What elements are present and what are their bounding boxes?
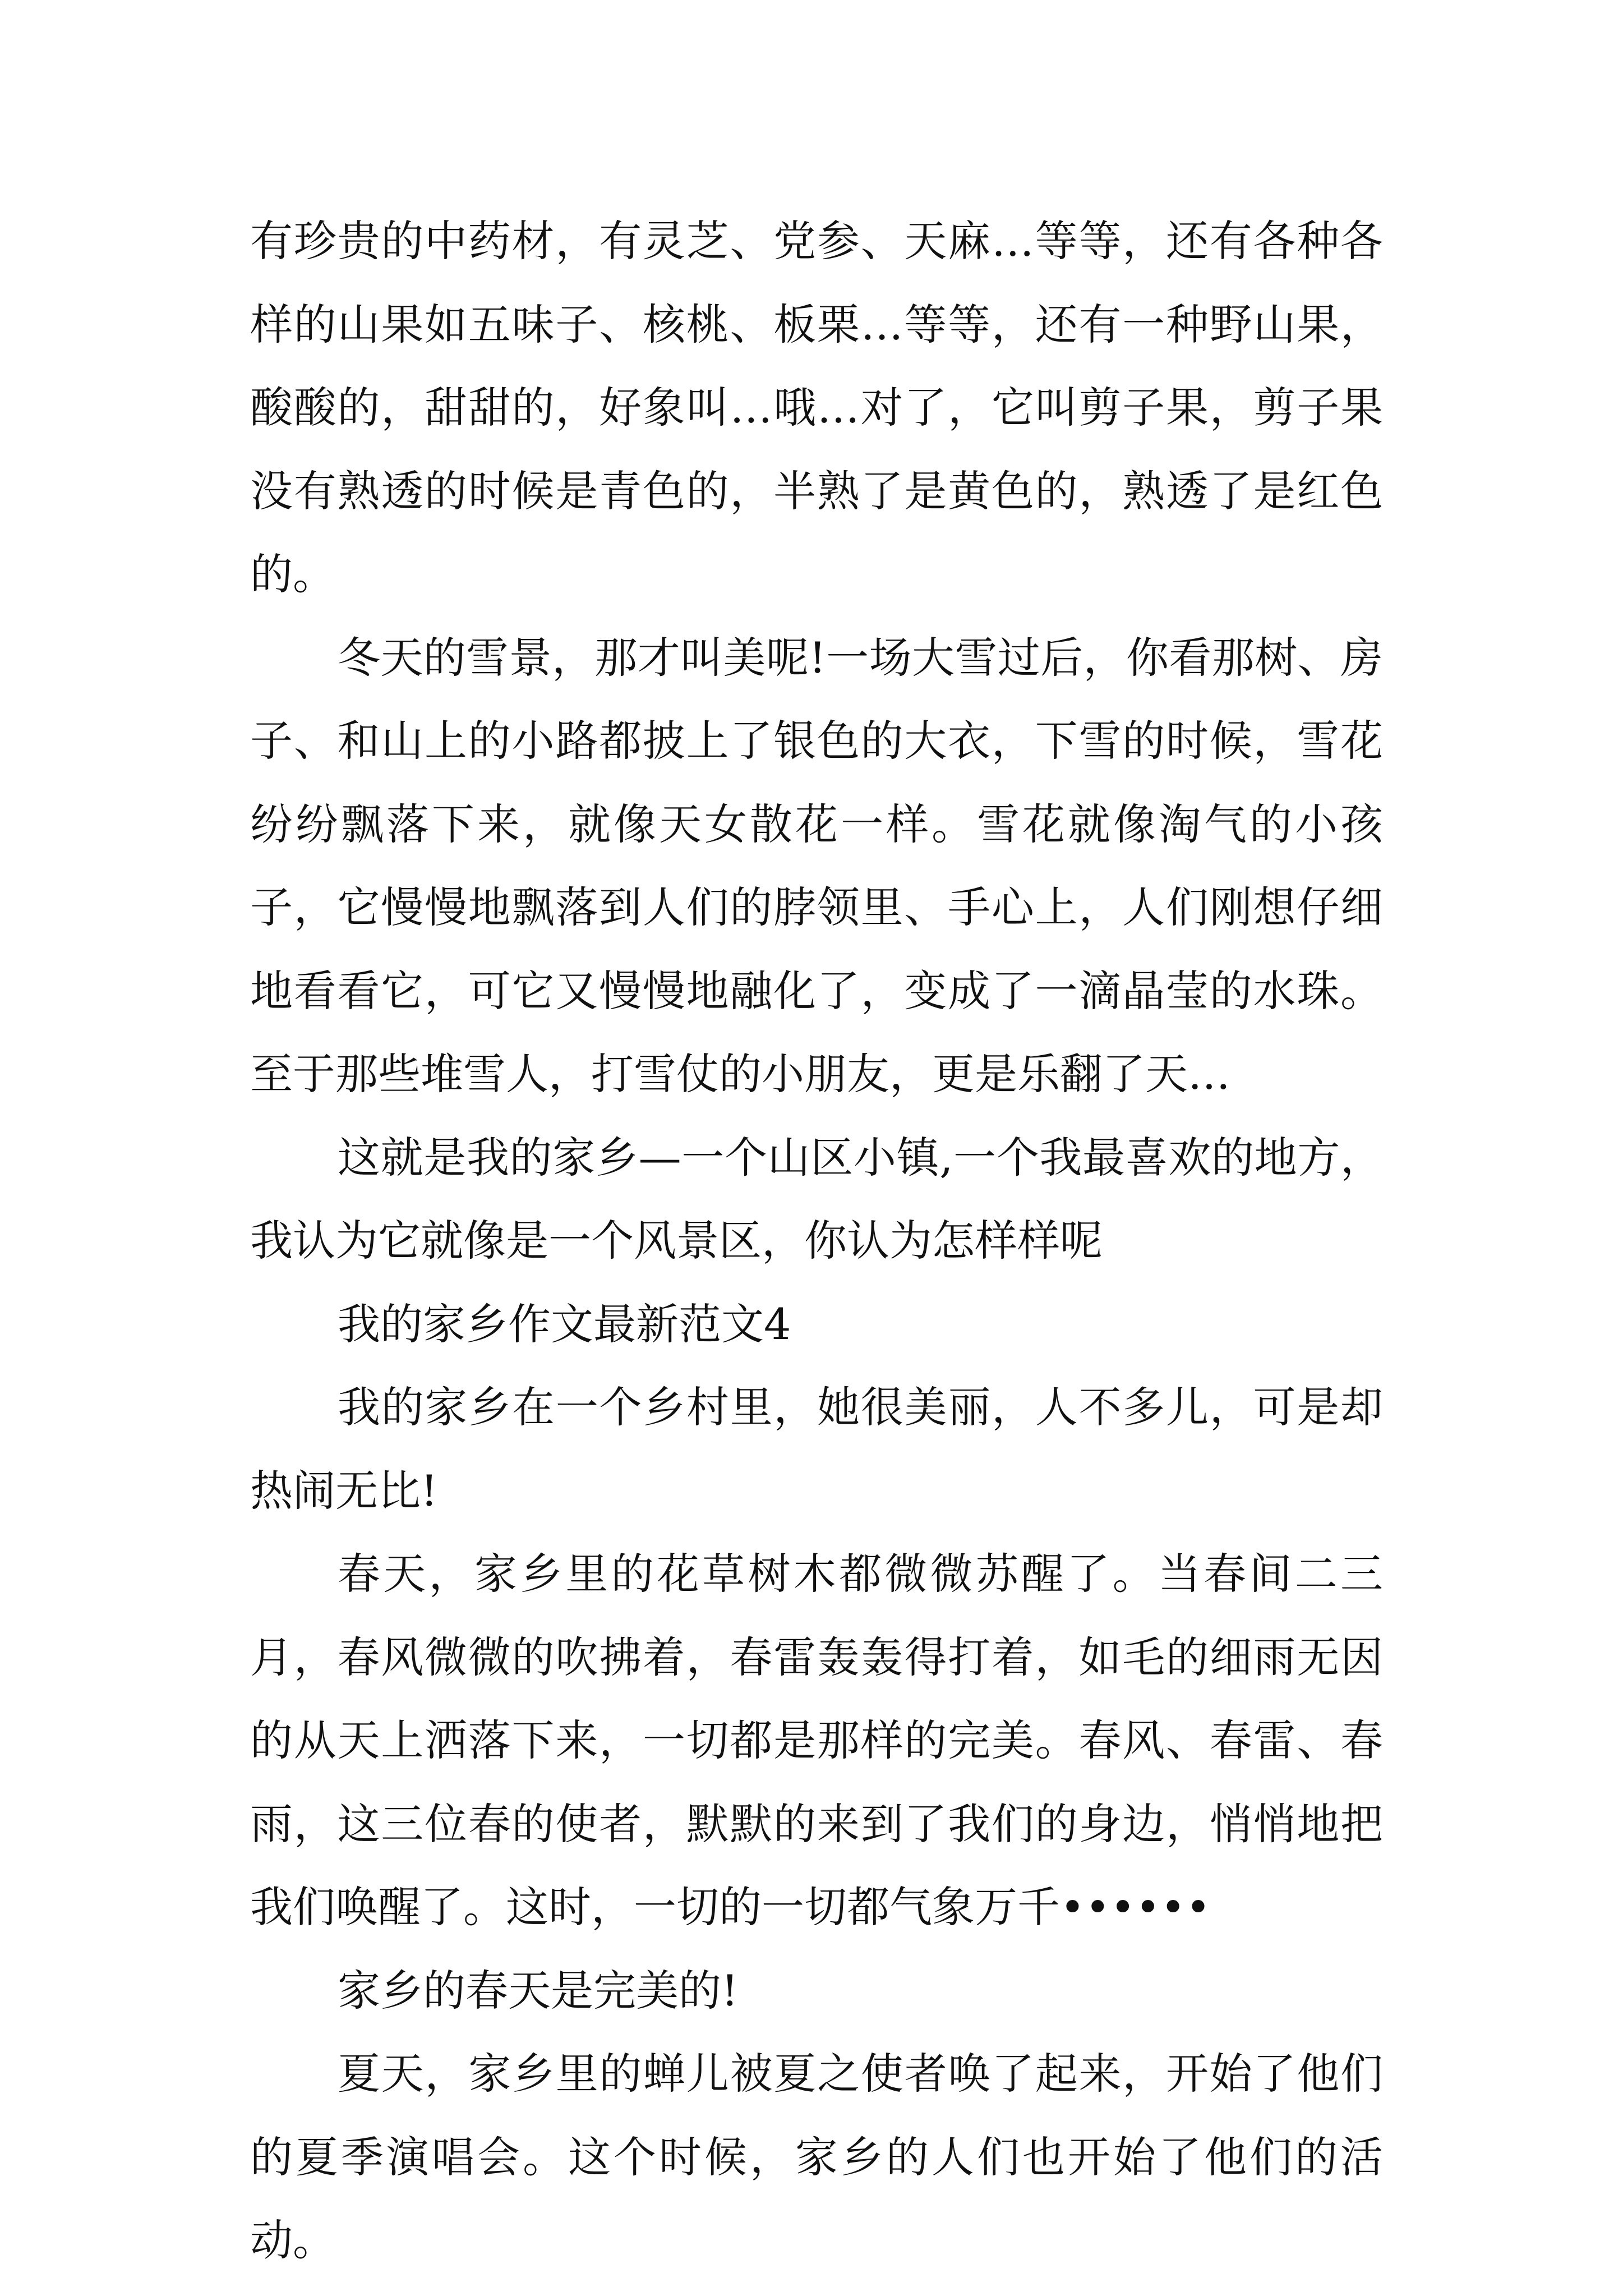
paragraph: 冬天的雪景，那才叫美呢!一场大雪过后，你看那树、房子、和山上的小路都披上了银色的大衣，下雪的时候，雪花纷纷飘落下来，就像天女散花一样。雪花就像淘气的小孩子，它慢慢地飘落到人们的脖领里、手心上，人们刚想仔细地看看它，可它又慢慢地融化了，变成了一滴晶莹的水珠。至于那些堆雪人，打雪仗的小朋友，更是乐翻了天… [250, 632, 1383, 1099]
paragraph: 春天，家乡里的花草树木都微微苏醒了。当春间二三月，春风微微的吹拂着，春雷轰轰得打着，如毛的细雨无因的从天上洒落下来，一切都是那样的完美。春风、春雷、春雨，这三位春的使者，默默的来到了我们的身边，悄悄地把我们唤醒了。这时，一切的一切都气象万千•••••• [250, 1549, 1383, 1932]
paragraph: 有珍贵的中药材，有灵芝、党参、天麻…等等，还有各种各样的山果如五味子、核桃、板栗…等等，还有一种野山果，酸酸的，甜甜的，好象叫…哦…对了，它叫剪子果，剪子果没有熟透的时候是青色的，半熟了是黄色的，熟透了是红色的。 [250, 216, 1383, 599]
paragraph: 这就是我的家乡—一个山区小镇,一个我最喜欢的地方，我认为它就像是一个风景区，你认为怎样样呢 [250, 1132, 1383, 1266]
paragraph: 家乡的春天是完美的! [338, 1965, 739, 2016]
paragraph: 夏天，家乡里的蝉儿被夏之使者唤了起来，开始了他们的夏季演唱会。这个时候，家乡的人们也开始了他们的活动。 [250, 2049, 1383, 2265]
paragraph: 我的家乡在一个乡村里，她很美丽，人不多儿，可是却热闹无比! [250, 1382, 1383, 1516]
section-heading: 我的家乡作文最新范文4 [338, 1299, 791, 1349]
document-body [250, 200, 1383, 2283]
